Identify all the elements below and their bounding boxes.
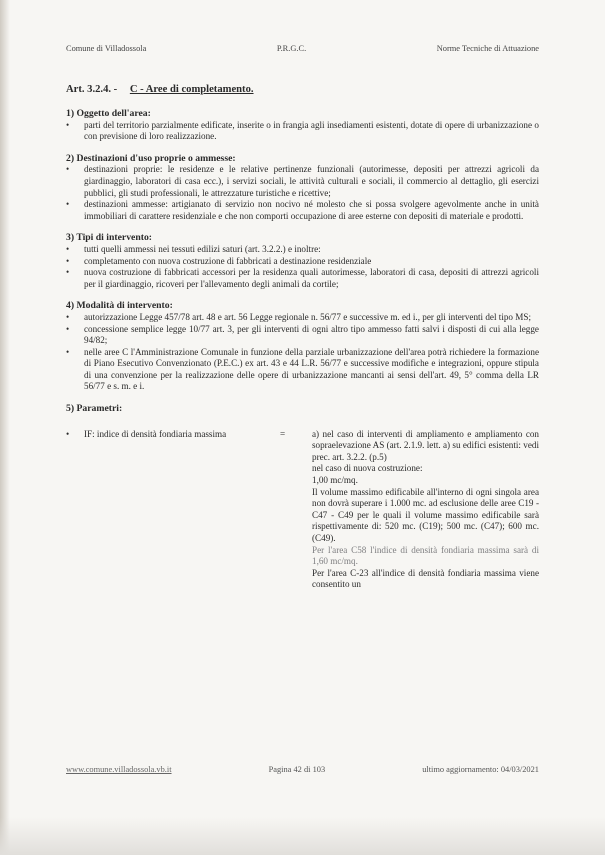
section-oggetto <box>66 108 539 143</box>
parameter-row <box>66 429 539 591</box>
footer-page-number: Pagina 42 di 103 <box>268 765 326 774</box>
page-footer <box>66 765 539 774</box>
scan-shadow-bottom <box>0 817 605 855</box>
section-heading: 4) Modalità di intervento: <box>66 300 173 312</box>
bullet-list <box>66 120 539 143</box>
bullet-list <box>66 312 539 393</box>
parameter-line: 1,00 mc/mq. <box>312 475 358 486</box>
section-heading: 2) Destinazioni d'uso proprie o ammesse: <box>66 152 236 164</box>
parameter-value <box>312 429 539 591</box>
section-heading: 3) Tipi di intervento: <box>66 232 153 244</box>
footer-website-link[interactable]: www.comune.villadossola.vb.it <box>66 765 172 774</box>
list-item: • concessione semplice legge 10/77 art. 3, per gli interventi di ogni altro tipo ammesso fatti salvi i disposti di cui alla legge 94/82; <box>66 324 539 347</box>
section-heading: 1) Oggetto dell'area: <box>66 108 151 119</box>
parameter-label: • IF: indice di densità fondiaria massima <box>66 429 280 591</box>
article-heading: C - Aree di completamento. <box>129 84 254 95</box>
parameter-line: a) nel caso di interventi di ampliamento e ampliamento con sopraelevazione AS (art. 2.1.9. lett. a) su edifici esistenti: vedi prec. art. 3.2.2. (p.5) <box>312 428 539 462</box>
section-parametri <box>66 403 539 591</box>
section-heading: 5) Parametri: <box>66 403 123 415</box>
bullet-list <box>66 164 539 222</box>
list-item: • autorizzazione Legge 457/78 art. 48 e art. 56 Legge regionale n. 56/77 e successive m. ed i., per gli interventi del tipo MS; <box>66 312 539 324</box>
footer-last-update: ultimo aggiornamento: 04/03/2021 <box>422 765 539 774</box>
header-plan: P.R.G.C. <box>276 44 307 53</box>
article-number: Art. 3.2.4. - <box>66 84 118 95</box>
article-title <box>66 84 254 95</box>
section-destinazioni <box>66 153 539 223</box>
header-norms: Norme Tecniche di Attuazione <box>436 44 539 53</box>
parameter-line: nel caso di nuova costruzione: <box>312 463 423 474</box>
parameter-equals: = <box>280 428 286 439</box>
article-body <box>66 108 539 601</box>
parameter-line: Per l'area C-23 all'indice di densità fondiaria massima viene consentito un <box>312 567 539 590</box>
list-item: • parti del territorio parzialmente edificate, inserite o in frangia agli insediamenti esistenti, dotate di opere di urbanizzazione o con previsione di loro realizzazione. <box>66 120 539 143</box>
list-item: • destinazioni ammesse: artigianato di servizio non nocivo né molesto che si possa svolgere agevolmente anche in unità immobiliari di carattere residenziale e che non comporti occupazione di aree esterne con depositi di materiale e prodotti. <box>66 199 539 222</box>
parameter-line: Il volume massimo edificabile all'interno di ogni singola area non dovrà superare i 1.000 mc. ad esclusione delle aree C19 - C47 - C49 per le quali il volume massimo edificabile sarà rispettivamente di: 520 mc. (C19); 500 mc. (C47); 600 mc. (C49). <box>312 486 539 543</box>
list-item: • nelle aree C l'Amministrazione Comunale in funzione della parziale urbanizzazione dell'area potrà richiedere la formazione di Piano Esecutivo Convenzionato (P.E.C.) ex art. 43 e 44 L.R. 56/77 e successive modifiche e integrazioni, oppure stipula di una convenzione per la realizzazione delle opere di urbanizzazione mancanti ai sensi dell'art. 49, 5° comma della LR 56/77 e s. m. e i. <box>66 347 539 393</box>
list-item: • completamento con nuova costruzione di fabbricati a destinazione residenziale <box>66 256 539 268</box>
list-item: • tutti quelli ammessi nei tessuti edilizi saturi (art. 3.2.2.) e inoltre: <box>66 244 539 256</box>
page-header <box>66 44 539 53</box>
section-modalita <box>66 300 539 393</box>
scan-shadow-left <box>0 0 10 855</box>
parameter-line-faded: Per l'area C58 l'indice di densità fondiaria massima sarà di 1,60 mc/mq. <box>312 544 539 567</box>
list-item: • destinazioni proprie: le residenze e le relative pertinenze funzionali (autorimesse, depositi per attrezzi agricoli da giardinaggio, laboratori di casa ecc.), i servizi sociali, le attività culturali e sociali, il commercio al dettaglio, gli esercizi pubblici, gli studi professionali, le attrezzature turistiche e ricettive; <box>66 164 539 199</box>
section-tipi-intervento <box>66 232 539 290</box>
list-item: • nuova costruzione di fabbricati accessori per la residenza quali autorimesse, laboratori di casa, depositi di attrezzi agricoli per il giardinaggio, ricoveri per l'allevamento degli animali da cortile; <box>66 267 539 290</box>
bullet-list <box>66 244 539 290</box>
header-municipality: Comune di Villadossola <box>66 44 147 53</box>
